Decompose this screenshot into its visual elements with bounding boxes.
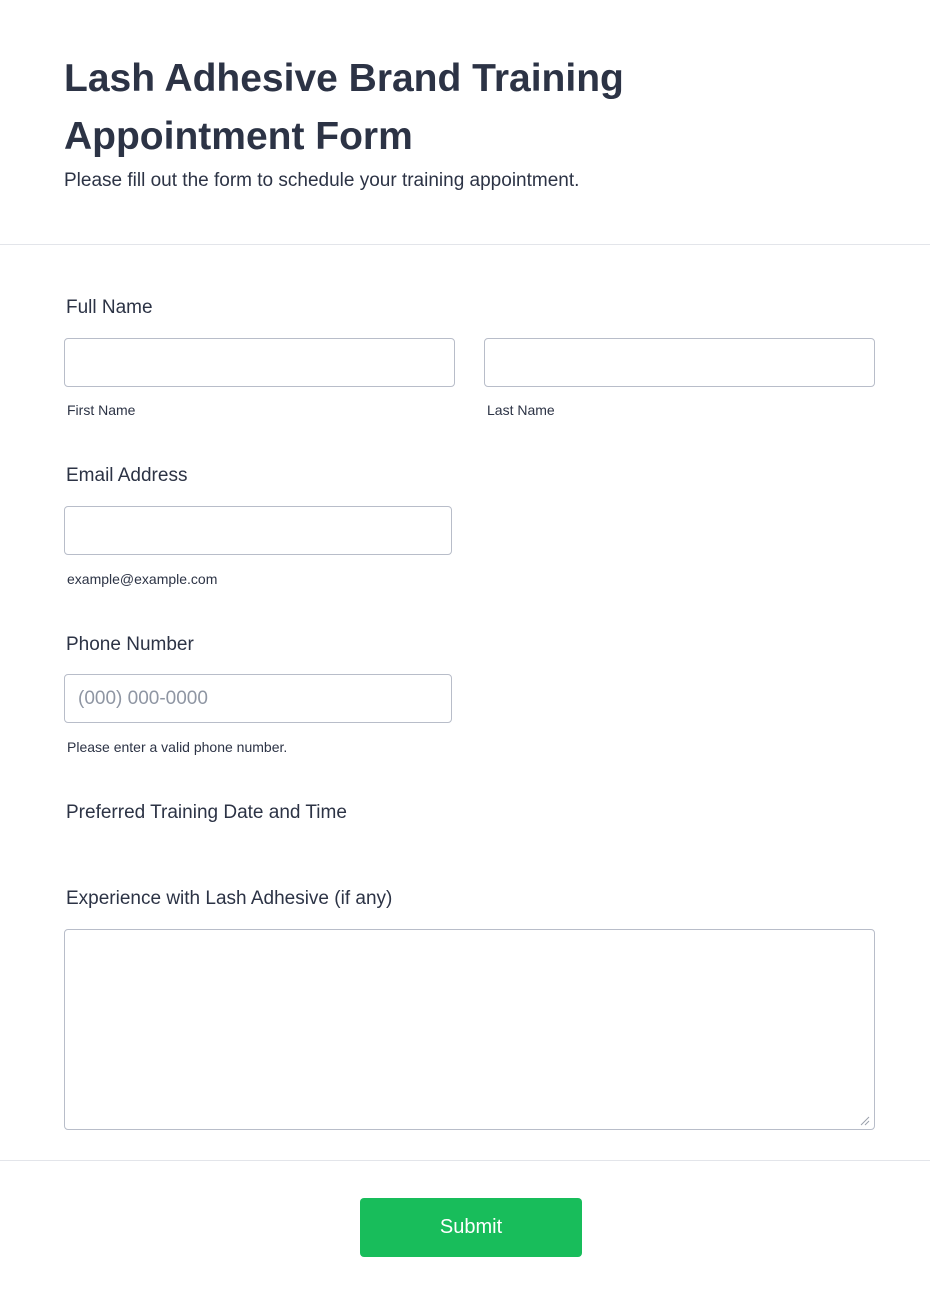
phone-sublabel: Please enter a valid phone number. [67,739,288,755]
page-subtitle: Please fill out the form to schedule your training appointment. [64,170,580,191]
submit-button[interactable]: Submit [360,1198,582,1257]
full-name-label: Full Name [66,297,153,318]
first-name-sublabel: First Name [67,402,136,418]
footer-divider [0,1160,930,1161]
experience-textarea[interactable] [64,929,875,1130]
experience-label: Experience with Lash Adhesive (if any) [66,888,393,909]
resize-handle-icon[interactable] [859,1115,870,1126]
last-name-sublabel: Last Name [487,402,555,418]
page-title: Lash Adhesive Brand Training Appointment Form [64,57,624,158]
email-field[interactable] [64,506,452,555]
phone-label: Phone Number [66,634,194,655]
last-name-input[interactable] [484,338,875,387]
preferred-datetime-label: Preferred Training Date and Time [66,802,347,823]
first-name-input[interactable] [64,338,455,387]
email-label: Email Address [66,465,188,486]
form-header [0,0,930,245]
email-sublabel: example@example.com [67,571,218,587]
phone-input[interactable] [64,674,452,723]
